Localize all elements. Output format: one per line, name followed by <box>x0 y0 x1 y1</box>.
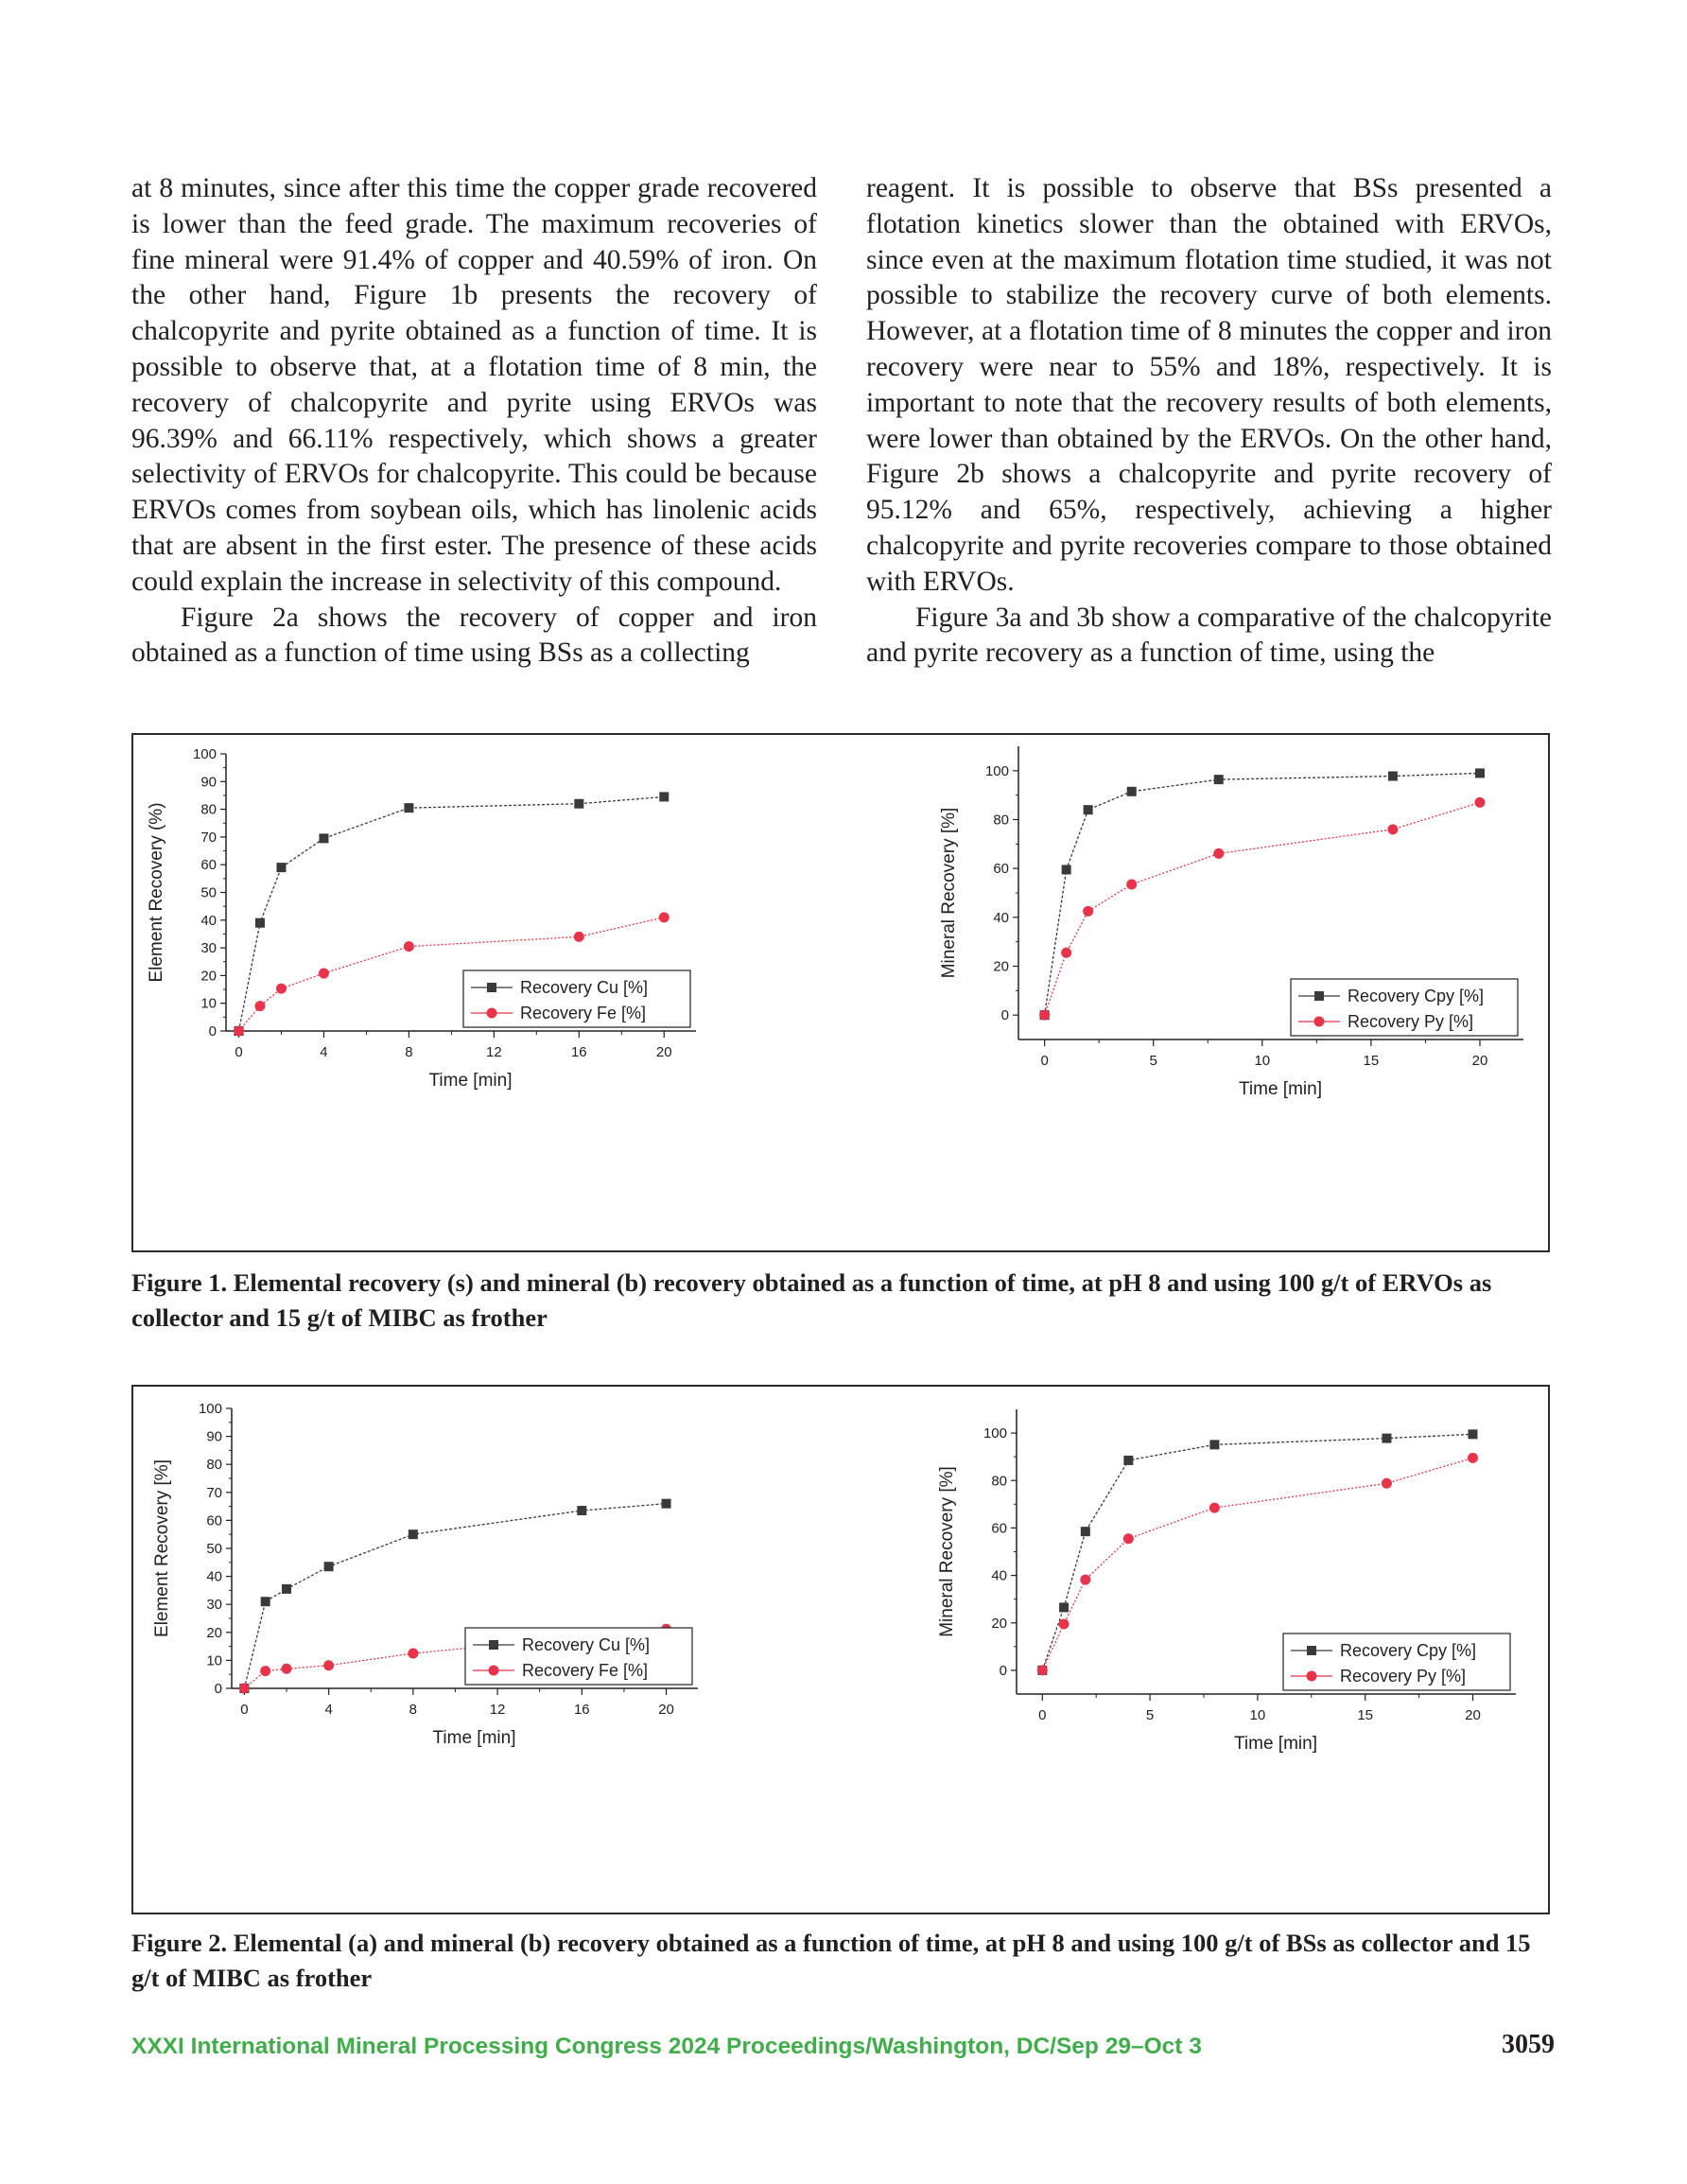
y-tick-label: 80 <box>206 1457 222 1474</box>
figure-2-frame <box>131 1385 1550 1914</box>
data-point <box>574 932 584 942</box>
x-tick-label: 20 <box>1465 1707 1481 1723</box>
x-tick-label: 5 <box>1145 1707 1155 1723</box>
legend-marker <box>489 1666 499 1676</box>
data-point <box>404 941 414 952</box>
data-point <box>1081 1527 1090 1536</box>
data-point <box>260 1666 270 1676</box>
data-point <box>1209 1503 1220 1513</box>
y-tick-label: 100 <box>983 1425 1007 1442</box>
y-tick-label: 20 <box>993 958 1009 975</box>
data-point <box>1382 1478 1392 1489</box>
data-point <box>1468 1429 1477 1439</box>
y-tick-label: 0 <box>1000 1007 1009 1024</box>
data-point <box>1127 787 1137 796</box>
y-tick-label: 90 <box>200 774 217 791</box>
legend-label: Recovery Fe [%] <box>520 1004 647 1022</box>
right-paragraph-1: reagent. It is possible to observe that BSs presented a flotation kinetics slower than the obtained with ERVOs, since even at the maximum flotation time studied, it was not possible to stabilize the recovery curve of both elements. However, at a flotation time of 8 minutes the copper and iron recovery were near to 55% and 18%, respectively. It is important to note that the recovery results of both elements, were lower than obtained by the ERVOs. On the other hand, Figure 2b shows a chalcopyrite and pyrite recovery of 95.12% and 65%, respectively, achieving a higher chalcopyrite and pyrite recoveries compare to those obtained with ERVOs. <box>866 173 1552 597</box>
data-point <box>1387 824 1398 834</box>
y-tick-label: 100 <box>984 762 1009 779</box>
legend-marker <box>1307 1671 1317 1682</box>
chart-fig2b <box>937 1409 1516 1754</box>
y-axis-label: Mineral Recovery [%] <box>939 807 959 979</box>
data-point <box>282 1664 292 1674</box>
x-tick-label: 4 <box>320 1044 328 1060</box>
y-axis-label: Element Recovery [%] <box>152 1459 172 1637</box>
data-point <box>1475 768 1485 778</box>
y-tick-label: 80 <box>993 812 1009 829</box>
data-point <box>1474 797 1485 808</box>
data-point <box>1214 775 1224 784</box>
data-point <box>1213 848 1224 859</box>
data-point <box>659 912 670 922</box>
data-point <box>1123 1456 1133 1465</box>
figure-1-charts <box>133 735 1552 1254</box>
x-tick-label: 16 <box>570 1044 587 1060</box>
data-point <box>1059 1619 1070 1630</box>
y-tick-label: 100 <box>198 1401 222 1417</box>
x-tick-label: 10 <box>1249 1707 1266 1723</box>
x-tick-label: 8 <box>405 1044 413 1060</box>
data-point <box>1468 1453 1478 1463</box>
data-point <box>1126 879 1137 889</box>
data-point <box>408 1649 418 1659</box>
legend-marker <box>1314 1017 1325 1027</box>
y-tick-label: 50 <box>200 884 217 901</box>
data-point <box>1388 772 1398 781</box>
data-point <box>1084 805 1093 814</box>
y-tick-label: 70 <box>200 829 217 846</box>
y-tick-label: 40 <box>200 912 217 929</box>
y-tick-label: 90 <box>206 1428 222 1445</box>
data-point <box>1037 1665 1048 1675</box>
footer-proceedings-title: XXXI International Mineral Processing Congress 2024 Proceedings/Washington, DC/Sep 29–Oct 3 <box>131 2034 1202 2059</box>
legend-label: Recovery Cu [%] <box>520 978 649 997</box>
legend-label: Recovery Cpy [%] <box>1340 1641 1477 1660</box>
y-tick-label: 60 <box>991 1520 1007 1537</box>
x-tick-label: 5 <box>1149 1053 1157 1069</box>
y-tick-label: 60 <box>206 1512 222 1529</box>
x-axis-label: Time [min] <box>1239 1079 1322 1099</box>
y-axis-label: Element Recovery (%) <box>147 802 166 983</box>
data-point <box>1062 865 1071 874</box>
data-point <box>324 1562 334 1571</box>
x-tick-label: 0 <box>240 1702 249 1718</box>
data-point <box>577 1506 586 1515</box>
chart-fig1b <box>939 746 1523 1099</box>
y-axis-label: Mineral Recovery [%] <box>937 1466 957 1637</box>
y-tick-label: 0 <box>208 1023 217 1040</box>
x-axis-label: Time [min] <box>432 1728 516 1748</box>
figure-1-caption: Figure 1. Elemental recovery (s) and mineral (b) recovery obtained as a function of time, at pH 8 and using 100 g/t of ERVOs as collector and 15 g/t of MIBC as frother <box>131 1268 1492 1332</box>
x-tick-label: 15 <box>1357 1707 1374 1723</box>
right-paragraph-2: Figure 3a and 3b show a comparative of the chalcopyrite and pyrite recovery as a function of time, using the <box>866 602 1552 669</box>
x-tick-label: 0 <box>235 1044 243 1060</box>
y-tick-label: 30 <box>200 940 217 957</box>
data-point <box>319 969 329 979</box>
y-tick-label: 0 <box>214 1681 222 1697</box>
legend-marker <box>1307 1646 1316 1655</box>
data-point <box>404 803 413 812</box>
y-tick-label: 40 <box>991 1567 1007 1584</box>
x-tick-label: 10 <box>1254 1053 1271 1069</box>
legend-label: Recovery Fe [%] <box>522 1661 649 1680</box>
legend-label: Recovery Py [%] <box>1340 1667 1467 1686</box>
x-tick-label: 20 <box>658 1702 674 1718</box>
data-point <box>1080 1575 1090 1585</box>
data-point <box>239 1684 250 1694</box>
figure-2-charts <box>133 1387 1552 1916</box>
x-tick-label: 12 <box>489 1702 506 1718</box>
data-point <box>1083 906 1093 917</box>
legend-label: Recovery Cpy [%] <box>1348 987 1485 1005</box>
data-point <box>323 1660 334 1670</box>
page-number: 3059 <box>1502 2030 1555 2059</box>
y-tick-label: 60 <box>200 857 217 874</box>
data-point <box>261 1597 270 1606</box>
data-point <box>1061 948 1071 958</box>
left-paragraph-2: Figure 2a shows the recovery of copper and iron obtained as a function of time using BSs as a collecting <box>131 602 817 669</box>
legend-marker <box>487 983 496 992</box>
data-point <box>574 799 583 809</box>
right-text-column <box>866 171 1552 672</box>
y-tick-label: 60 <box>993 861 1009 878</box>
x-tick-label: 20 <box>1471 1053 1488 1069</box>
y-tick-label: 50 <box>206 1541 222 1557</box>
x-tick-label: 16 <box>573 1702 590 1718</box>
data-point <box>276 984 287 994</box>
data-point <box>254 1001 265 1011</box>
x-tick-label: 12 <box>486 1044 502 1060</box>
y-tick-label: 100 <box>192 746 217 762</box>
chart-fig1a <box>147 746 696 1091</box>
figure-2-caption: Figure 2. Elemental (a) and mineral (b) recovery obtained as a function of time, at pH 8 and using 100 g/t of BSs as collector and 15 g/t of MIBC as frother <box>131 1929 1531 1992</box>
data-point <box>234 1026 244 1037</box>
x-tick-label: 0 <box>1038 1707 1047 1723</box>
data-point <box>282 1584 291 1594</box>
data-point <box>1123 1533 1134 1544</box>
data-point <box>659 792 669 801</box>
x-tick-label: 15 <box>1363 1053 1380 1069</box>
x-axis-label: Time [min] <box>1234 1734 1317 1754</box>
data-point <box>662 1499 671 1509</box>
x-tick-label: 4 <box>324 1702 333 1718</box>
chart-fig2a <box>152 1401 698 1748</box>
y-tick-label: 40 <box>993 909 1009 926</box>
data-point <box>1039 1010 1050 1021</box>
y-tick-label: 20 <box>200 968 217 985</box>
data-point <box>319 833 328 843</box>
figure-1-frame <box>131 733 1550 1252</box>
y-tick-label: 80 <box>200 801 217 818</box>
y-tick-label: 10 <box>200 995 217 1012</box>
data-point <box>409 1529 418 1539</box>
y-tick-label: 40 <box>206 1568 222 1585</box>
legend-marker <box>489 1640 498 1650</box>
x-tick-label: 8 <box>409 1702 418 1718</box>
y-tick-label: 70 <box>206 1484 222 1501</box>
data-point <box>1059 1602 1069 1612</box>
y-tick-label: 20 <box>206 1624 222 1641</box>
data-point <box>1382 1434 1391 1443</box>
legend-marker <box>1314 991 1324 1001</box>
y-tick-label: 80 <box>991 1473 1007 1490</box>
x-tick-label: 0 <box>1040 1053 1049 1069</box>
data-point <box>1209 1440 1219 1449</box>
legend-marker <box>487 1008 497 1019</box>
y-tick-label: 30 <box>206 1597 222 1614</box>
left-text-column <box>131 171 817 672</box>
data-point <box>255 918 265 928</box>
x-tick-label: 20 <box>655 1044 672 1060</box>
legend-label: Recovery Cu [%] <box>522 1635 651 1654</box>
y-tick-label: 10 <box>206 1652 222 1669</box>
data-point <box>276 863 286 872</box>
left-paragraph-1: at 8 minutes, since after this time the copper grade recovered is lower than the feed grade. The maximum recoveries of fine mineral were 91.4% of copper and 40.59% of iron. On the other hand, Figure 1b presents the recovery of chalcopyrite and pyrite obtained as a function of time. It is possible to observe that, at a flotation time of 8 min, the recovery of chalcopyrite and pyrite using ERVOs was 96.39% and 66.11% respectively, which shows a greater selectivity of ERVOs for chalcopyrite. This could be because ERVOs comes from soybean oils, which has linolenic acids that are absent in the first ester. The presence of these acids could explain the increase in selectivity of this compound. <box>131 173 817 597</box>
y-tick-label: 0 <box>999 1662 1007 1679</box>
x-axis-label: Time [min] <box>428 1071 513 1091</box>
legend-label: Recovery Py [%] <box>1348 1012 1474 1031</box>
y-tick-label: 20 <box>991 1615 1007 1632</box>
